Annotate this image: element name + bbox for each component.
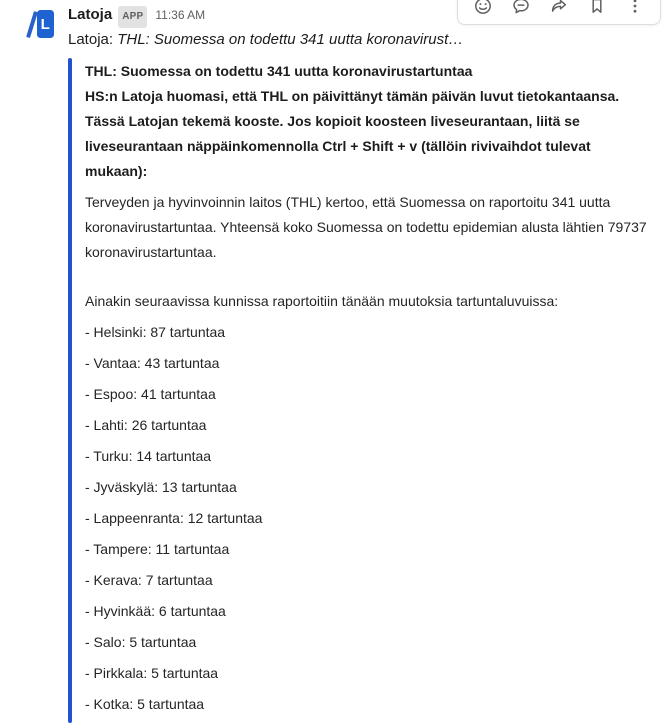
add-reaction-button[interactable] (464, 0, 502, 19)
municipality-item: - Hyvinkää: 6 tartuntaa (85, 603, 226, 619)
municipality-item: - Helsinki: 87 tartuntaa (85, 324, 226, 340)
preview-attachment-title: THL: Suomessa on todettu 341 uutta koronavirust… (117, 31, 464, 48)
preview-prefix: Latoja: (68, 31, 118, 48)
municipality-item: - Pirkkala: 5 tartuntaa (85, 665, 219, 681)
avatar[interactable] (24, 6, 60, 42)
message-text (68, 29, 659, 51)
attachment-heading: THL: Suomessa on todettu 341 uutta koronavirustartuntaa (85, 63, 473, 79)
attachment-body (72, 58, 659, 723)
message-content (68, 4, 659, 723)
reply-in-thread-button[interactable] (502, 0, 540, 19)
more-actions-icon (625, 0, 645, 16)
avatar-letter-tile: L (37, 10, 54, 38)
timestamp[interactable]: 11:36 AM (155, 8, 206, 22)
municipality-item: - Lappeenranta: 12 tartuntaa (85, 510, 263, 526)
add-reaction-icon (473, 0, 493, 16)
attachment-summary: Terveyden ja hyvinvoinnin laitos (THL) kertoo, että Suomessa on raportoitu 341 uutta koronavirustartuntaa. Yhteensä koko Suomessa on todettu epidemian alusta lähtien 79737 koronavirustartuntaa. (85, 194, 647, 260)
avatar-slash-mark (26, 11, 37, 38)
reply-in-thread-icon (511, 0, 531, 16)
message-actions-toolbar (457, 0, 661, 25)
municipality-item: - Salo: 5 tartuntaa (85, 634, 197, 650)
municipality-item: - Turku: 14 tartuntaa (85, 448, 212, 464)
attachment (68, 58, 659, 723)
municipality-item: - Jyväskylä: 13 tartuntaa (85, 479, 237, 495)
save-for-later-button[interactable] (578, 0, 616, 19)
share-message-button[interactable] (540, 0, 578, 19)
attachment-intro: HS:n Latoja huomasi, että THL on päivittänyt tämän päivän luvut tietokantaansa. Tässä Latojan tekemä kooste. Jos kopioit koosteen liveseurantaan, liitä se liveseurantaan näppäinkomennolla Ctrl + Shift + v (tällöin rivivaihdot tulevat mukaan): (85, 88, 620, 179)
municipality-item: - Kotka: 5 tartuntaa (85, 696, 205, 712)
municipality-item: - Lahti: 26 tartuntaa (85, 417, 207, 433)
share-message-icon (549, 0, 569, 16)
more-actions-button[interactable] (616, 0, 654, 19)
municipality-item: - Espoo: 41 tartuntaa (85, 386, 216, 402)
save-for-later-icon (587, 0, 607, 16)
app-badge: APP (118, 6, 147, 28)
municipality-list (85, 320, 651, 717)
municipality-item: - Tampere: 11 tartuntaa (85, 541, 230, 557)
attachment-list-intro: Ainakin seuraavissa kunnissa raportoitiin tänään muutoksia tartuntaluvuissa: (85, 293, 559, 309)
sender-name[interactable]: Latoja (68, 6, 113, 23)
municipality-item: - Kerava: 7 tartuntaa (85, 572, 213, 588)
municipality-item: - Vantaa: 43 tartuntaa (85, 355, 220, 371)
